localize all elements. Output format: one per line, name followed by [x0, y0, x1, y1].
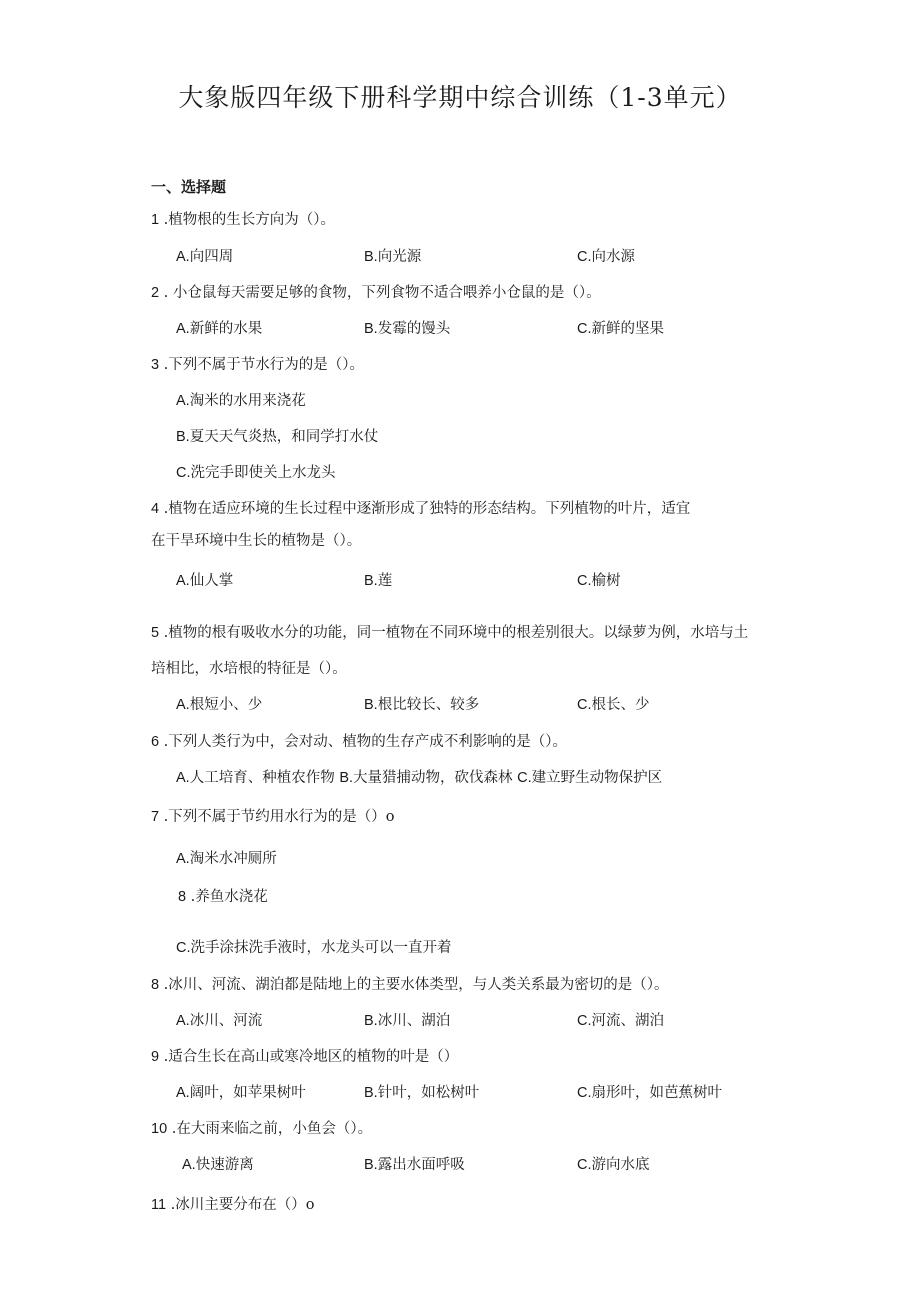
section-heading: 一、选择题 [151, 178, 227, 196]
option-letter: A. [176, 321, 190, 337]
question-text: . 小仓鼠每天需要足够的食物，下列食物不适合喂养小仓鼠的是（）。 [159, 285, 601, 301]
option-8-b [364, 1009, 450, 1030]
option-text: 仙人掌 [189, 573, 234, 589]
question-text: .植物在适应环境的生长过程中逐渐形成了独特的形态结构。下列植物的叶片，适宜 [159, 501, 691, 517]
option-2-b [364, 317, 450, 338]
option-text: 阔叶，如苹果树叶 [189, 1085, 306, 1101]
question-11 [151, 1193, 315, 1214]
option-letter: A. [176, 1013, 190, 1029]
option-letter: C. [577, 1085, 592, 1101]
option-text: 游向水底 [591, 1157, 650, 1173]
question-number: 9 [151, 1049, 160, 1065]
question-number: 6 [151, 734, 160, 750]
question-number: 7 [151, 809, 160, 825]
option-letter: C. [577, 1013, 592, 1029]
question-text: .冰川主要分布在（）o [166, 1197, 315, 1213]
option-text: 洗手涂抹洗手液时，水龙头可以一直开着 [190, 940, 452, 956]
option-text: 向四周 [189, 249, 234, 265]
option-text: 快速游离 [195, 1157, 254, 1173]
option-letter: B. [364, 1013, 378, 1029]
question-3 [151, 353, 364, 374]
question-9 [151, 1045, 458, 1066]
option-5-a [176, 693, 262, 714]
option-2-a [176, 317, 262, 338]
option-4-a [176, 569, 233, 590]
option-text: 冰川、湖泊 [377, 1013, 451, 1029]
option-text: 人工培育、种植农作物 [189, 770, 340, 786]
question-6 [151, 730, 567, 751]
option-6-line [176, 766, 662, 787]
question-text: .下列不属于节水行为的是（）。 [159, 357, 365, 373]
option-7-c [176, 936, 452, 957]
question-1 [151, 208, 335, 229]
option-letter: B. [364, 697, 378, 713]
option-text: 根长、少 [591, 697, 650, 713]
option-letter: A. [176, 770, 190, 786]
option-1-b [364, 245, 421, 266]
option-letter: B. [339, 770, 354, 786]
option-text: 洗完手即使关上水龙头 [190, 465, 336, 481]
question-text: .下列不属于节约用水行为的是（）o [159, 809, 395, 825]
option-letter: C. [517, 770, 532, 786]
option-letter: B. [364, 1085, 378, 1101]
option-text: 淘米的水用来浇花 [189, 393, 306, 409]
option-9-c [577, 1081, 722, 1102]
question-number: 2 [151, 285, 160, 301]
option-text: 新鲜的水果 [189, 321, 263, 337]
option-text: .养鱼水浇花 [186, 889, 268, 905]
option-10-a [182, 1153, 254, 1174]
option-letter: B. [364, 249, 378, 265]
option-letter: B. [364, 1157, 378, 1173]
question-text: .冰川、河流、湖泊都是陆地上的主要水体类型，与人类关系最为密切的是（）。 [159, 977, 669, 993]
question-number: 1 [151, 212, 160, 228]
option-text: 扇形叶，如芭蕉树叶 [591, 1085, 722, 1101]
option-text: 针叶，如松树叶 [377, 1085, 480, 1101]
option-text: 向水源 [591, 249, 635, 265]
option-5-c [577, 693, 650, 714]
option-text: 淘米水冲厕所 [189, 851, 277, 867]
option-letter: A. [176, 393, 190, 409]
option-letter: B. [176, 429, 190, 445]
question-number: 11 [151, 1197, 167, 1213]
question-10 [151, 1117, 372, 1138]
option-4-b [364, 569, 392, 590]
option-letter: C. [577, 573, 592, 589]
option-letter: A. [176, 249, 190, 265]
option-letter: C. [577, 697, 592, 713]
option-9-b [364, 1081, 479, 1102]
question-8 [151, 973, 669, 994]
option-10-c [577, 1153, 650, 1174]
option-2-c [577, 317, 664, 338]
option-text: 露出水面呼吸 [377, 1157, 465, 1173]
question-7 [151, 805, 395, 826]
question-text: .在大雨来临之前，小鱼会（）。 [167, 1121, 373, 1137]
option-10-b [364, 1153, 465, 1174]
option-text: 冰川、河流 [189, 1013, 263, 1029]
option-letter: A. [182, 1157, 196, 1173]
option-5-b [364, 693, 479, 714]
question-number: 3 [151, 357, 160, 373]
option-8-a [176, 1009, 262, 1030]
option-3-a [176, 389, 306, 410]
option-letter: A. [176, 697, 190, 713]
option-letter: A. [176, 851, 190, 867]
option-7-a [176, 847, 277, 868]
option-letter: B. [364, 321, 378, 337]
option-3-b [176, 425, 378, 446]
question-number: 4 [151, 501, 160, 517]
option-text: 发霉的馒头 [377, 321, 451, 337]
option-letter: C. [176, 940, 191, 956]
option-text: 新鲜的坚果 [591, 321, 664, 337]
option-text: 夏天天气炎热，和同学打水仗 [189, 429, 379, 445]
option-text: 根短小、少 [189, 697, 263, 713]
option-9-a [176, 1081, 306, 1102]
page-title: 大象版四年级下册科学期中综合训练（1-3单元） [178, 83, 742, 112]
option-text: 建立野生动物保护区 [531, 770, 663, 786]
option-8-c [577, 1009, 664, 1030]
option-letter: C. [577, 249, 592, 265]
question-4 [151, 497, 690, 518]
question-number: 10 [151, 1121, 168, 1137]
option-letter: A. [176, 1085, 190, 1101]
option-text: 大量猎捕动物，砍伐森林 [353, 770, 518, 786]
option-letter: B. [364, 573, 378, 589]
question-text: .适合生长在高山或寒冷地区的植物的叶是（） [159, 1049, 459, 1065]
option-text: 河流、湖泊 [591, 1013, 664, 1029]
option-3-c [176, 461, 336, 482]
option-1-c [577, 245, 635, 266]
option-1-a [176, 245, 233, 266]
question-4-continued: 在干旱环境中生长的植物是（）。 [151, 533, 362, 549]
option-letter: 8 [178, 889, 187, 905]
option-7-b [178, 885, 268, 906]
option-text: 向光源 [377, 249, 422, 265]
option-letter: C. [577, 1157, 592, 1173]
question-number: 5 [151, 625, 160, 641]
option-text: 榆树 [591, 573, 621, 589]
question-text: .下列人类行为中，会对动、植物的生存产成不利影响的是（）。 [159, 734, 568, 750]
question-2 [151, 281, 601, 302]
option-letter: A. [176, 573, 190, 589]
question-5-continued: 培相比，水培根的特征是（）。 [151, 661, 347, 677]
option-letter: C. [176, 465, 191, 481]
question-number: 8 [151, 977, 160, 993]
option-4-c [577, 569, 621, 590]
question-text: .植物的根有吸收水分的功能，同一植物在不同环境中的根差别很大。以绿萝为例，水培与土 [159, 625, 749, 641]
question-text: .植物根的生长方向为（）。 [159, 212, 336, 228]
option-text: 莲 [377, 573, 393, 589]
question-5 [151, 621, 748, 642]
option-text: 根比较长、较多 [377, 697, 480, 713]
option-letter: C. [577, 321, 592, 337]
